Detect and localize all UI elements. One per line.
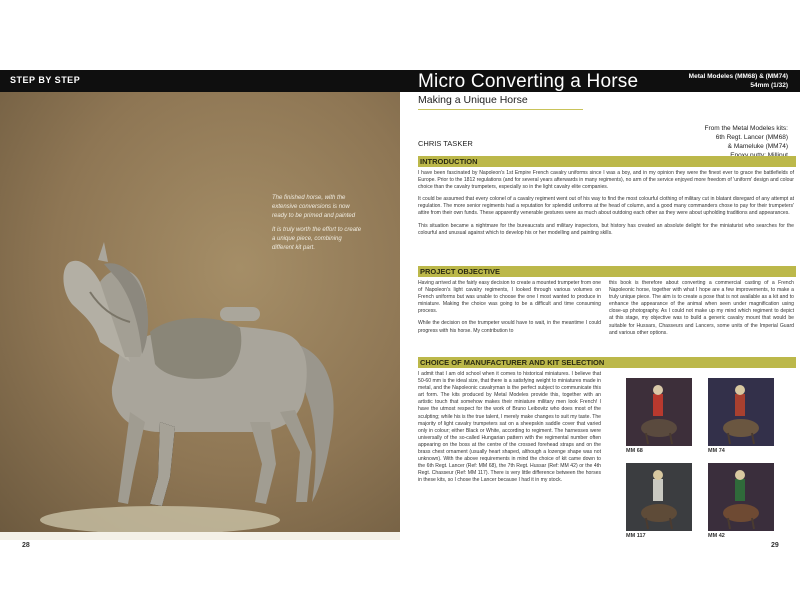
thumbnail-label: MM 117 [626,533,646,539]
kit-meta [689,72,788,90]
kit-meta-line-1: Metal Modeles (MM68) & (MM74) [688,73,788,80]
introduction-text [418,170,794,242]
thumbnail-mm117 [626,463,692,539]
thumbnail-image [708,378,774,446]
thumbnail-image [708,463,774,531]
left-page [0,70,400,540]
thumbnail-image [626,378,692,446]
kit-list-line: From the Metal Modeles kits: [704,125,788,132]
kit-list-line: & Mameluke (MM74) [727,143,788,150]
section-heading-introduction: INTRODUCTION [418,156,796,167]
thumbnail-mm68 [626,378,692,454]
article-subtitle: Making a Unique Horse [418,94,528,106]
section-tag: STEP BY STEP [10,75,81,85]
magazine-spread [0,70,800,549]
kit-list-line: 6th Regt. Lancer (MM68) [715,134,788,141]
page-number-left: 28 [22,542,30,549]
thumbnail-label: MM 74 [708,448,725,454]
page-number-right: 29 [771,542,779,549]
objective-col-2 [609,280,794,342]
kit-list [705,124,788,160]
mounted-figure-icon [708,378,774,446]
thumbnail-mm42 [708,463,774,539]
left-header-bar [0,70,400,92]
subtitle-rule [418,109,583,110]
thumbnail-mm74 [708,378,774,454]
paragraph: While the decision on the trumpeter would have to wait, in the meantime I could progress with his horse. My contribution to [418,320,601,334]
caption-line-2: It is truly worth the effort to create a unique piece, combining different kit part. [272,227,362,251]
thumbnail-image [626,463,692,531]
section-heading-objective: PROJECT OBJECTIVE [418,266,796,277]
kit-meta-line-2: 54mm (1/32) [750,82,788,89]
paragraph: This situation became a nightmare for the bureaucrats and military inspectors, but history has created an absolute delight for the miniaturist who searches for the colourful and unusual against which to develop his or her modelling and painting skills. [418,222,794,236]
horse-figure [0,92,400,532]
objective-col-1 [418,280,601,340]
right-header-bar [400,70,800,92]
mounted-figure-icon [626,463,692,531]
paragraph: It could be assumed that every colonel of a cavalry regiment went out of his way to find the most colourful clothing of military cut in blatant disregard of any attempt at regulation. The more senior regiments had a reputation for splendid uniforms at the head of column, and a good many commanders chose to pay for their trumpeters' attire from their own funds. These apparently venerable gestures were as much about outdoing each other as they were about upholding traditions and appearances. [418,196,794,217]
paragraph: Having arrived at the fairly easy decision to create a mounted trumpeter from one of Napoleon's light cavalry regiments, I looked through various volumes on French uniforms but was unable to choose the one I most wanted to produce in miniature. Making the choice was going to be a difficult and time consuming process. [418,280,601,315]
paragraph: I admit that I am old school when it comes to historical miniatures. I believe that 50-60 mm is the ideal size, that there is a satisfying weight to miniatures made in metal, and the Napoleonic cavalryman is the perfect subject to communicate this art form. The kits produced by Metal Modeles provide this, together with an artistic touch that somehow makes their miniature military men look French! I have the utmost respect for the work of Bruno Leibovitz who does most of the sculpting; while his is the true talent, I merely make changes to suit my taste. The majority of light cavalry trumpeters sat on a sheepskin saddle cover that varied only in colour; either Black or White, according to regiment. The harnesses were universally of the so-called Hungarian pattern with the regimental number often appearing on the boss at the centre of the crossed forehead straps and on the brass chest ornament (usually heart shaped, although a lozenge shape was not unknown). With the above requirements in mind the choice of kit came down to the 6th Regt. Lancer (Ref: MM 68), the 7th Regt. Hussar (Ref: MM 42) or the 4th Regt. Chasseur (Ref: MM 117). There is very little difference between the horses in these kits, so I chose the Lancer because I had it in my stock. [418,371,601,484]
choice-text [418,371,601,490]
mounted-figure-icon [626,378,692,446]
caption-line-1: The finished horse, with the extensive conversions is now ready to be primed and painted [272,195,356,219]
right-page [400,70,800,540]
paragraph: this book is therefore about converting a commercial casting of a French Napoleonic horse, together with what I hope are a few improvements, to make a truly unique piece. The aim is to create a pose that is not available as a kit and to enhance the appearance of the animal when seen under magnification using close-up photography. As I could not make up my mind which regiment to depict at this stage, my objective was to build a generic cavalry mount that would be suitable for Hussars, Chasseurs and Lancers, some units of the Imperial Guard and various other options. [609,280,794,336]
section-heading-choice: CHOICE OF MANUFACTURER AND KIT SELECTION [418,357,796,368]
thumbnail-label: MM 68 [626,448,643,454]
photo-caption [272,194,362,258]
paragraph: I have been fascinated by Napoleon's 1st Empire French cavalry uniforms since I was a boy, and in my opinion they were the finest ever to grace the battlefields of Europe. Prior to the 1812 regulations (and for several years afterwards in many regiments), no arm of the service enjoyed more freedom of 'uniform' design and colour choice than the cavalry trumpeters, especially so in the light cavalry elite companies. [418,170,794,191]
mounted-figure-icon [708,463,774,531]
author-name: CHRIS TASKER [418,139,473,148]
horse-photo [0,92,400,532]
article-title: Micro Converting a Horse [418,71,639,92]
thumbnail-label: MM 42 [708,533,725,539]
